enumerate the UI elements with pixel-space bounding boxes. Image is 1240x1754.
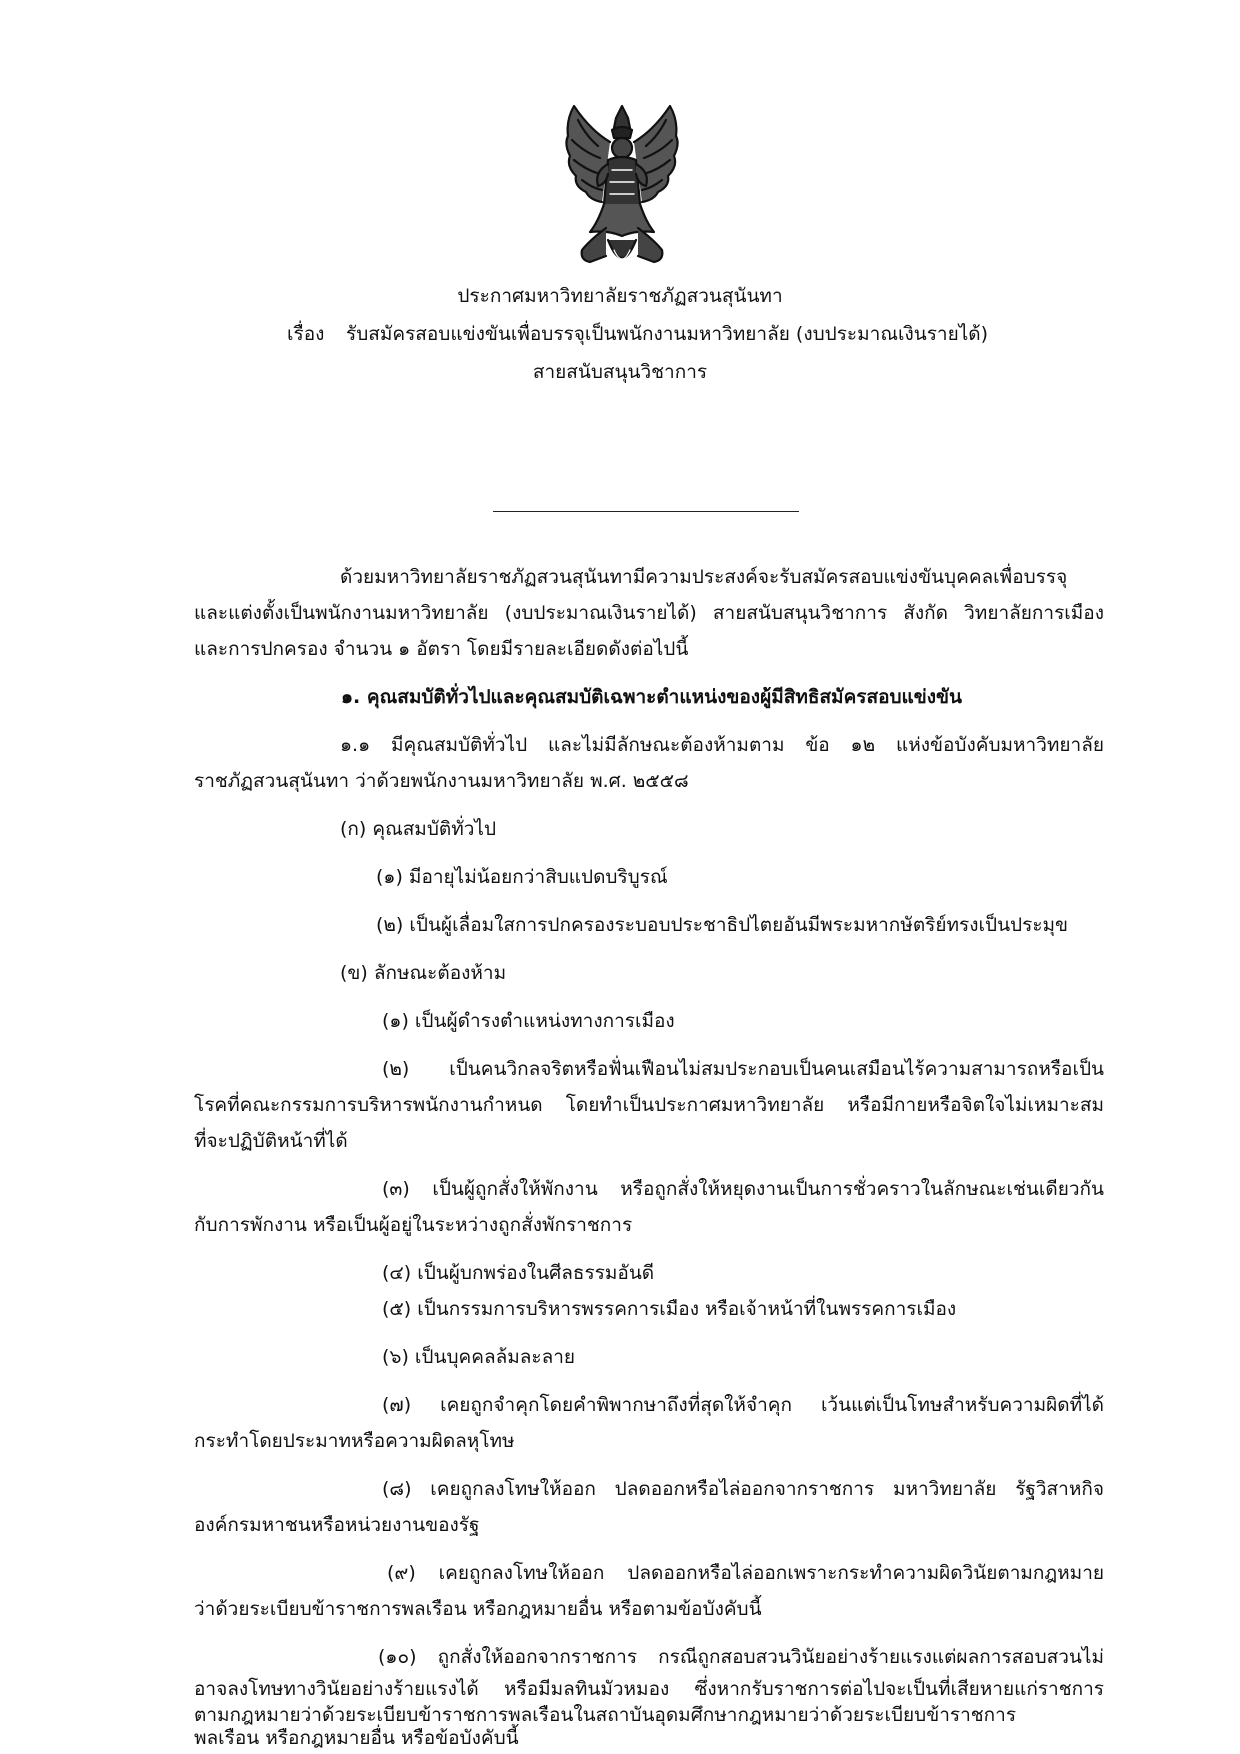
division-title: สายสนับสนุนวิชาการ [532,361,708,383]
garuda-emblem-icon [560,100,685,285]
prohibited-item-6: (๖) เป็นบุคคลล้มละลาย [382,1346,576,1368]
prohibited-item-8-line-2: องค์กรมหาชนหรือหน่วยงานของรัฐ [194,1514,480,1536]
prohibited-item-3-line-2: กับการพักงาน หรือเป็นผู้อยู่ในระหว่างถูกสั่งพักราชการ [194,1214,633,1236]
prohibited-item-10-line-1: (๑๐) ถูกสั่งให้ออกจากราชการ กรณีถูกสอบสวนวินัยอย่างร้ายแรงแต่ผลการสอบสวนไม่ [378,1646,1104,1668]
clause-1-1-line-1: ๑.๑ มีคุณสมบัติทั่วไป และไม่มีลักษณะต้องห้ามตาม ข้อ ๑๒ แห่งข้อบังคับมหาวิทยาลัย [340,734,1104,756]
prohibited-item-5: (๕) เป็นกรรมการบริหารพรรคการเมือง หรือเจ้าหน้าที่ในพรรคการเมือง [382,1298,957,1320]
prohibited-item-8-line-1: (๘) เคยถูกลงโทษให้ออก ปลดออกหรือไล่ออกจากราชการ มหาวิทยาลัย รัฐวิสาหกิจ [382,1478,1104,1500]
prohibited-item-2-line-2: โรคที่คณะกรรมการบริหารพนักงานกำหนด โดยทำเป็นประกาศมหาวิทยาลัย หรือมีกายหรือจิตใจไม่เหมาะสม [194,1094,1104,1116]
subject-label: เรื่อง [287,323,325,345]
intro-line-1: ด้วยมหาวิทยาลัยราชภัฏสวนสุนันทามีความประสงค์จะรับสมัครสอบแข่งขันบุคคลเพื่อบรรจุ [340,566,1068,588]
prohibited-item-7-line-1: (๗) เคยถูกจำคุกโดยคำพิพากษาถึงที่สุดให้จำคุก เว้นแต่เป็นโทษสำหรับความผิดที่ได้ [382,1394,1104,1416]
prohibited-item-7-line-2: กระทำโดยประมาทหรือความผิดลหุโทษ [194,1430,515,1452]
prohibited-item-10-line-3: ตามกฎหมายว่าด้วยระเบียบข้าราชการพลเรือนในสถาบันอุดมศึกษากฎหมายว่าด้วยระเบียบข้าราชการ [194,1704,1017,1726]
general-item-1: (๑) มีอายุไม่น้อยกว่าสิบแปดบริบูรณ์ [376,866,668,888]
subject-text: รับสมัครสอบแข่งขันเพื่อบรรจุเป็นพนักงานมหาวิทยาลัย (งบประมาณเงินรายได้) [346,323,989,345]
announcement-title: ประกาศมหาวิทยาลัยราชภัฏสวนสุนันทา [457,285,783,307]
prohibited-item-9-line-2: ว่าด้วยระเบียบข้าราชการพลเรือน หรือกฎหมายอื่น หรือตามข้อบังคับนี้ [194,1598,762,1620]
divider [493,511,799,512]
prohibited-item-4: (๔) เป็นผู้บกพร่องในศีลธรรมอันดี [382,1262,655,1284]
prohibited-heading: (ข) ลักษณะต้องห้าม [340,962,507,984]
prohibited-item-2-line-3: ที่จะปฏิบัติหน้าที่ได้ [194,1130,348,1152]
prohibited-item-10-line-4: พลเรือน หรือกฎหมายอื่น หรือข้อบังคับนี้ [194,1727,519,1749]
intro-line-3: และการปกครอง จำนวน ๑ อัตรา โดยมีรายละเอียดดังต่อไปนี้ [194,638,689,660]
prohibited-item-9-line-1: (๙) เคยถูกลงโทษให้ออก ปลดออกหรือไล่ออกเพราะกระทำความผิดวินัยตามกฎหมาย [387,1562,1104,1584]
general-heading: (ก) คุณสมบัติทั่วไป [340,818,497,840]
clause-1-1-line-2: ราชภัฏสวนสุนันทา ว่าด้วยพนักงานมหาวิทยาลัย พ.ศ. ๒๕๕๘ [194,770,689,792]
prohibited-item-1: (๑) เป็นผู้ดำรงตำแหน่งทางการเมือง [382,1010,675,1032]
prohibited-item-2-line-1: (๒) เป็นคนวิกลจริตหรือฟั่นเฟือนไม่สมประกอบเป็นคนเสมือนไร้ความสามารถหรือเป็น [382,1058,1104,1080]
prohibited-item-3-line-1: (๓) เป็นผู้ถูกสั่งให้พักงาน หรือถูกสั่งให้หยุดงานเป็นการชั่วคราวในลักษณะเช่นเดียวกัน [382,1178,1104,1200]
section-1-heading: ๑. คุณสมบัติทั่วไปและคุณสมบัติเฉพาะตำแหน่งของผู้มีสิทธิสมัครสอบแข่งขัน [341,686,963,708]
general-item-2: (๒) เป็นผู้เลื่อมใสการปกครองระบอบประชาธิปไตยอันมีพระมหากษัตริย์ทรงเป็นประมุข [376,914,1069,936]
intro-line-2: และแต่งตั้งเป็นพนักงานมหาวิทยาลัย (งบประมาณเงินรายได้) สายสนับสนุนวิชาการ สังกัด วิทยาลัยการเมือง [194,602,1104,624]
prohibited-item-10-line-2: อาจลงโทษทางวินัยอย่างร้ายแรงได้ หรือมีมลทินมัวหมอง ซึ่งหากรับราชการต่อไปจะเป็นที่เสียหายแก่ราชการ [194,1678,1104,1700]
